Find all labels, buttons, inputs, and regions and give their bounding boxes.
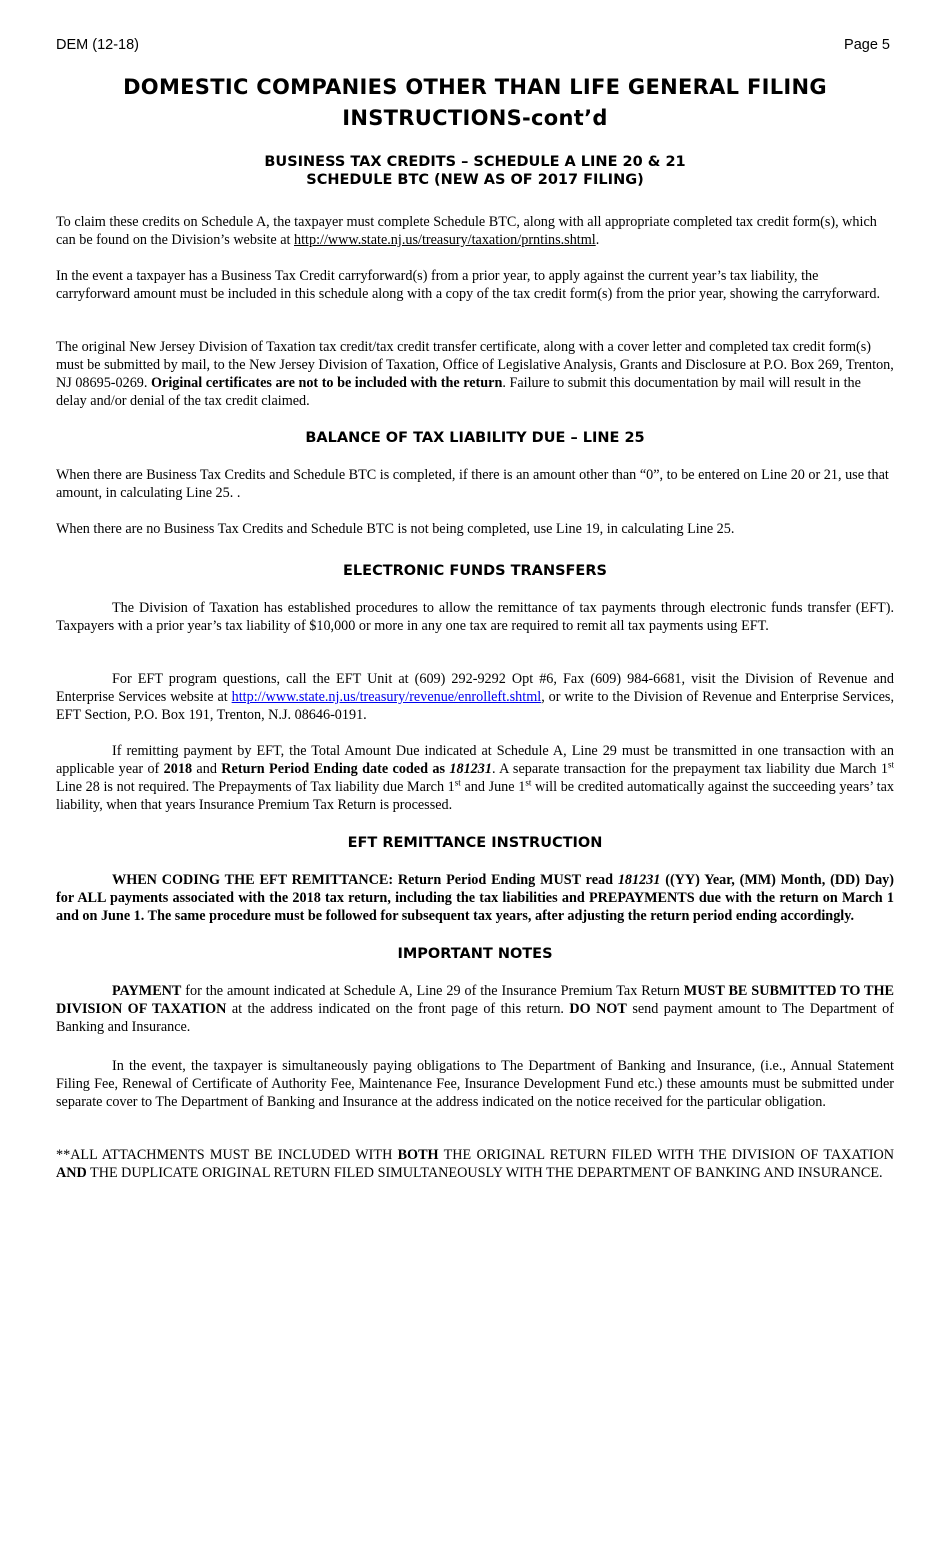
remittance-heading: EFT REMITTANCE INSTRUCTION xyxy=(347,835,603,851)
notes-heading: IMPORTANT NOTES xyxy=(397,946,553,962)
notes-p3-b: THE ORIGINAL RETURN FILED WITH THE DIVISION OF TAXATION xyxy=(438,1147,894,1163)
btc-paragraph-3 xyxy=(56,338,894,410)
remit-p1-text: WHEN CODING THE EFT REMITTANCE: Return Period Ending MUST read xyxy=(112,872,618,888)
eft-p3-code: 181231 xyxy=(449,761,492,777)
btc-p1-end: . xyxy=(595,232,600,248)
remittance-paragraph xyxy=(56,871,894,925)
balance-paragraph-1: When there are Business Tax Credits and Schedule BTC is completed, if there is an amount other than “0”, to be entered on Line 20 or 21, use that amount, in calculating Line 25. . xyxy=(56,467,889,501)
notes-paragraph-1 xyxy=(56,982,894,1036)
prntins-link[interactable]: http://www.state.nj.us/treasury/taxation/prntins.shtml xyxy=(294,232,596,248)
eft-paragraph-3 xyxy=(56,742,894,814)
notes-p1-bold1: PAYMENT xyxy=(112,983,182,999)
eft-p2-end: , or write to the Division of Revenue and Enterprise Services, EFT Section, P.O. Box 191, Trenton, N.J. 08646-0191. xyxy=(56,689,894,723)
notes-p1-bold2: MUST BE SUBMITTED TO THE DIVISION OF TAXATION xyxy=(56,983,894,1017)
notes-p3-a: **ALL ATTACHMENTS MUST BE INCLUDED WITH xyxy=(56,1147,398,1163)
notes-p1-c: send payment amount to The Department of Banking and Insurance. xyxy=(56,1001,894,1035)
eft-p3-d: and June 1 xyxy=(460,779,526,795)
balance-heading: BALANCE OF TAX LIABILITY DUE – LINE 25 xyxy=(305,430,645,446)
form-id: DEM (12-18) xyxy=(56,37,139,53)
eft-p3-e: will be credited automatically against the succeeding years’ tax liability, when that years Insurance Premium Tax Return is processed. xyxy=(56,779,894,813)
btc-paragraph-1 xyxy=(56,213,894,249)
btc-heading-line2: SCHEDULE BTC (NEW AS OF 2017 FILING) xyxy=(306,172,644,188)
btc-paragraph-2: In the event a taxpayer has a Business Tax Credit carryforward(s) from a prior year, to apply against the current year’s tax liability, the carryforward amount must be included in this schedule along with a copy of the tax credit form(s) from the prior year, showing the carryforward. xyxy=(56,268,881,302)
remit-p1-code: 181231 xyxy=(617,872,661,888)
notes-p3-bold1: BOTH xyxy=(397,1147,439,1163)
eft-p3-text: If remitting payment by EFT, the Total Amount Due indicated at Schedule A, Line 29 must be transmitted in one transaction with an applicable year of xyxy=(56,743,894,777)
btc-p3-end: . Failure to submit this documentation by mail will result in the delay and/or denial of the tax credit claimed. xyxy=(56,375,861,409)
eft-p2-text: For EFT program questions, call the EFT Unit at (609) 292-9292 Opt #6, Fax (609) 984-6681, visit the Division of Revenue and Enterprise Services website at xyxy=(56,671,894,705)
notes-paragraph-3 xyxy=(56,1146,894,1182)
balance-paragraph-2: When there are no Business Tax Credits and Schedule BTC is not being completed, use Line 19, in calculating Line 25. xyxy=(56,521,735,537)
page-title-line2: INSTRUCTIONS-cont’d xyxy=(342,106,608,130)
notes-p3-bold2: AND xyxy=(56,1165,87,1181)
eft-p3-bold: Return Period Ending date coded as xyxy=(221,761,450,777)
notes-p3-c: THE DUPLICATE ORIGINAL RETURN FILED SIMULTANEOUSLY WITH THE DEPARTMENT OF BANKING AND INSURANCE. xyxy=(86,1165,883,1181)
btc-p3-text: The original New Jersey Division of Taxation tax credit/tax credit transfer certificate, along with a cover letter and completed tax credit form(s) must be submitted by mail, to the New Jersey Division of Taxation, Office of Legislative Analysis, Grants and Disclosure at P.O. Box 269, Trenton, NJ 08695-0269. xyxy=(56,339,894,391)
eft-p3-sup2: st xyxy=(454,777,461,788)
eft-paragraph-1: The Division of Taxation has established procedures to allow the remittance of tax payments through electronic funds transfer (EFT). Taxpayers with a prior year’s tax liability of $10,000 or more in any one tax are required to remit all tax payments using EFT. xyxy=(56,600,894,634)
enrolleft-link[interactable]: http://www.state.nj.us/treasury/revenue/enrolleft.shtml xyxy=(231,689,542,705)
remit-p1-end: ((YY) Year, (MM) Month, (DD) Day) for ALL payments associated with the 2018 tax return, including the tax liabilities and PREPAYMENTS due with the return on March 1 and on June 1. The same procedure must be followed for subsequent tax years, after adjusting the return period ending accordingly. xyxy=(56,872,895,924)
btc-p3-bold: Original certificates are not to be included with the return xyxy=(150,375,503,391)
notes-p1-bold3: DO NOT xyxy=(569,1001,627,1017)
eft-p3-and: and xyxy=(192,761,222,777)
notes-p1-b: at the address indicated on the front page of this return. xyxy=(226,1001,570,1017)
eft-p3-c: Line 28 is not required. The Prepayments of Tax liability due March 1 xyxy=(56,779,455,795)
eft-p3-sup3: st xyxy=(525,777,532,788)
page-number: Page 5 xyxy=(844,37,890,53)
btc-heading-line1: BUSINESS TAX CREDITS – SCHEDULE A LINE 20 & 21 xyxy=(264,154,686,170)
eft-p3-sup1: st xyxy=(887,759,894,770)
page-title xyxy=(56,72,894,134)
eft-p3-year: 2018 xyxy=(163,761,193,777)
notes-paragraph-2: In the event, the taxpayer is simultaneously paying obligations to The Department of Banking and Insurance, (i.e., Annual Statement Filing Fee, Renewal of Certificate of Authority Fee, Maintenance Fee, Insurance Development Fund etc.) these amounts must be submitted under separate cover to The Department of Banking and Insurance at the address indicated on the notice received for the particular obligation. xyxy=(56,1058,894,1110)
eft-heading: ELECTRONIC FUNDS TRANSFERS xyxy=(343,563,607,579)
btc-p1-text: To claim these credits on Schedule A, the taxpayer must complete Schedule BTC, along with all appropriate completed tax credit form(s), which can be found on the Division’s website at xyxy=(56,214,877,248)
notes-p1-a: for the amount indicated at Schedule A, Line 29 of the Insurance Premium Tax Return xyxy=(181,983,684,999)
btc-heading xyxy=(56,153,894,189)
eft-paragraph-2 xyxy=(56,670,894,724)
page-title-line1: DOMESTIC COMPANIES OTHER THAN LIFE GENERAL FILING xyxy=(123,75,827,99)
eft-p3-b: . A separate transaction for the prepayment tax liability due March 1 xyxy=(491,761,888,777)
